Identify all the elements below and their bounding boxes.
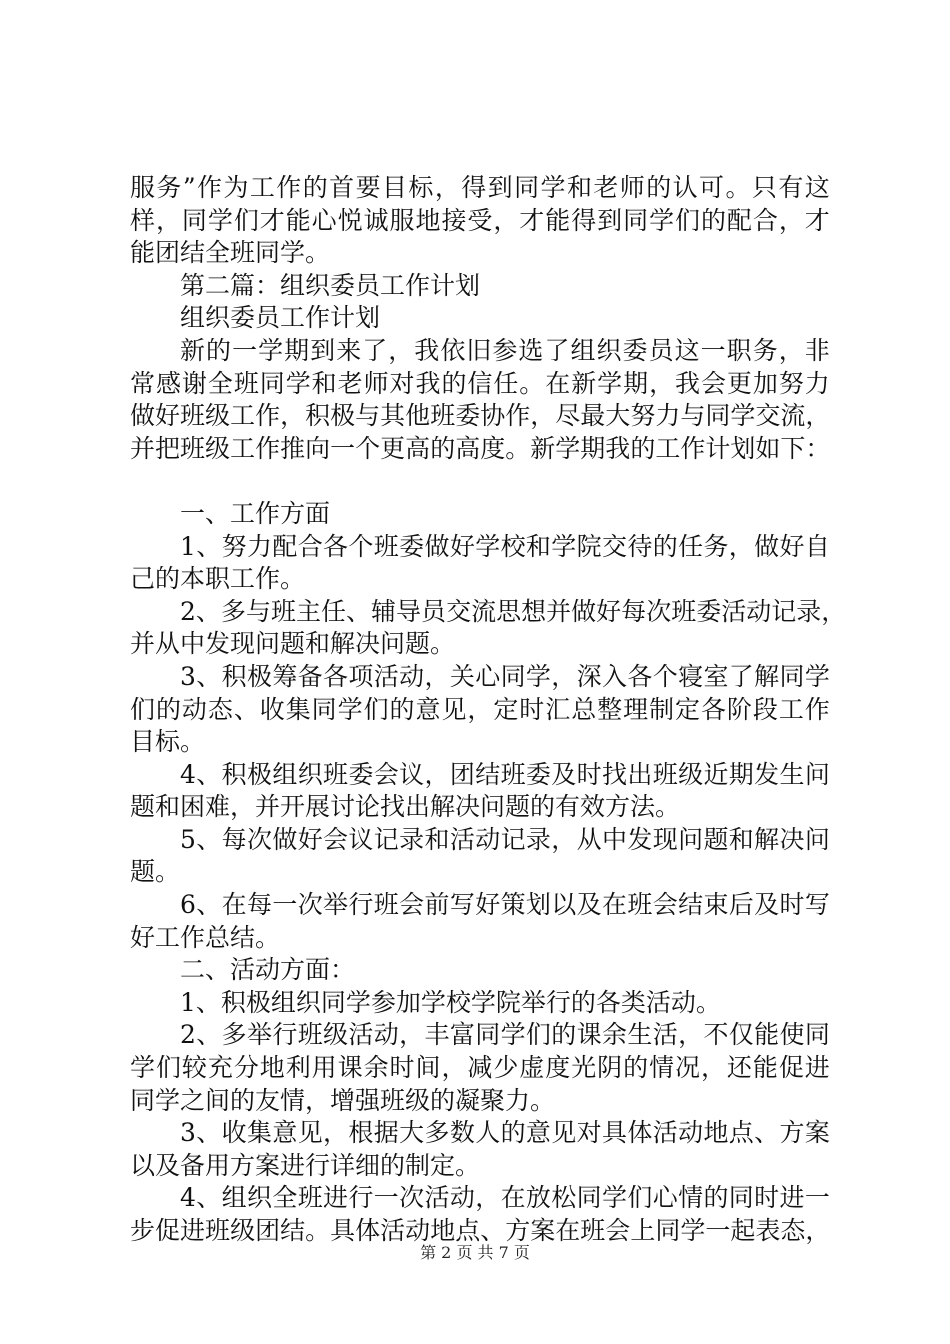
- page-number-indicator: 第 2 页 共 7 页: [420, 1243, 530, 1262]
- text-line: 题。: [130, 857, 181, 887]
- text-line: 做 好 班 级 工 作 ， 积 极 与 其 他 班 委 协 作 ， 尽 最 大 努 力 与 同 学 交 流 ，: [130, 401, 831, 431]
- blank-line: [130, 465, 830, 498]
- text-line: 组织委员工作计划: [180, 303, 381, 333]
- text-line: 并 把 班 级 工 作 推 向 一 个 更 高 的 高 度 。 新 学 期 我 的 工 作 计 划 如 下 ：: [130, 433, 831, 463]
- text-line: 以及备用方案进行详细的制定。: [130, 1150, 481, 1180]
- text-line: 步 促 进 班 级 团 结 。 具 体 活 动 地 点 、 方 案 在 班 会 上 同 学 一 起 表 态 ，: [130, 1216, 831, 1245]
- text-line: 样 ， 同 学 们 才 能 心 悦 诚 服 地 接 受 ， 才 能 得 到 同 学 们 的 配 合 ， 才: [130, 205, 830, 235]
- text-line: 们 的 动 态 、 收 集 同 学 们 的 意 见 ， 定 时 汇 总 整 理 制 定 各 阶 段 工 作: [130, 694, 830, 724]
- text-line: 6 、 在 每 一 次 举 行 班 会 前 写 好 策 划 以 及 在 班 会 结 束 后 及 时 写: [180, 890, 830, 920]
- text-line: 5 、 每 次 做 好 会 议 记 录 和 活 动 记 录 ， 从 中 发 现 问 题 和 解 决 问: [180, 824, 830, 854]
- text-line: 同学之间的友情，增强班级的凝聚力。: [130, 1085, 556, 1115]
- text-line: 题和困难，并开展讨论找出解决问题的有效方法。: [130, 792, 681, 822]
- text-line: 1 、 努 力 配 合 各 个 班 委 做 好 学 校 和 学 院 交 待 的 任 务 ， 做 好 自: [180, 531, 830, 561]
- text-line: 2 、 多 与 班 主 任 、 辅 导 员 交 流 思 想 并 做 好 每 次 班 委 活 动 记 录 ，: [180, 596, 847, 626]
- text-line: 学 们 较 充 分 地 利 用 课 余 时 间 ， 减 少 虚 度 光 阴 的 情 况 ， 还 能 促 进: [130, 1053, 830, 1083]
- text-line: 3 、 积 极 筹 备 各 项 活 动 ， 关 心 同 学 ， 深 入 各 个 寝 室 了 解 同 学: [180, 661, 830, 691]
- text-line: 二、活动方面：: [180, 955, 356, 985]
- text-line: 己的本职工作。: [130, 564, 306, 594]
- page-footer: [0, 1240, 950, 1263]
- text-line: 新 的 一 学 期 到 来 了 ， 我 依 旧 参 选 了 组 织 委 员 这 一 职 务 ， 非: [180, 335, 830, 365]
- text-line: 2 、 多 举 行 班 级 活 动 ， 丰 富 同 学 们 的 课 余 生 活 ， 不 仅 能 使 同: [180, 1020, 830, 1050]
- text-line: 服 务 ” 作 为 工 作 的 首 要 目 标 ， 得 到 同 学 和 老 师 的 认 可 。 只 有 这: [130, 173, 830, 202]
- text-line: 常 感 谢 全 班 同 学 和 老 师 对 我 的 信 任 。 在 新 学 期 ， 我 会 更 加 努 力: [130, 368, 830, 398]
- document-body: [130, 172, 847, 1248]
- text-line: 第二篇：组织委员工作计划: [180, 270, 481, 300]
- text-line: 能团结全班同学。: [130, 238, 331, 268]
- text-line: 目标。: [130, 727, 206, 757]
- text-line: 一、工作方面: [180, 498, 331, 528]
- text-line: 好工作总结。: [130, 922, 281, 952]
- text-line: 3 、 收 集 意 见 ， 根 据 大 多 数 人 的 意 见 对 具 体 活 动 地 点 、 方 案: [180, 1118, 830, 1148]
- text-line: 4 、 积 极 组 织 班 委 会 议 ， 团 结 班 委 及 时 找 出 班 级 近 期 发 生 问: [180, 759, 830, 789]
- text-line: 1、积极组织同学参加学校学院举行的各类活动。: [180, 987, 721, 1017]
- text-line: 4 、 组 织 全 班 进 行 一 次 活 动 ， 在 放 松 同 学 们 心 情 的 同 时 进 一: [180, 1183, 830, 1213]
- text-line: 并从中发现问题和解决问题。: [130, 629, 456, 659]
